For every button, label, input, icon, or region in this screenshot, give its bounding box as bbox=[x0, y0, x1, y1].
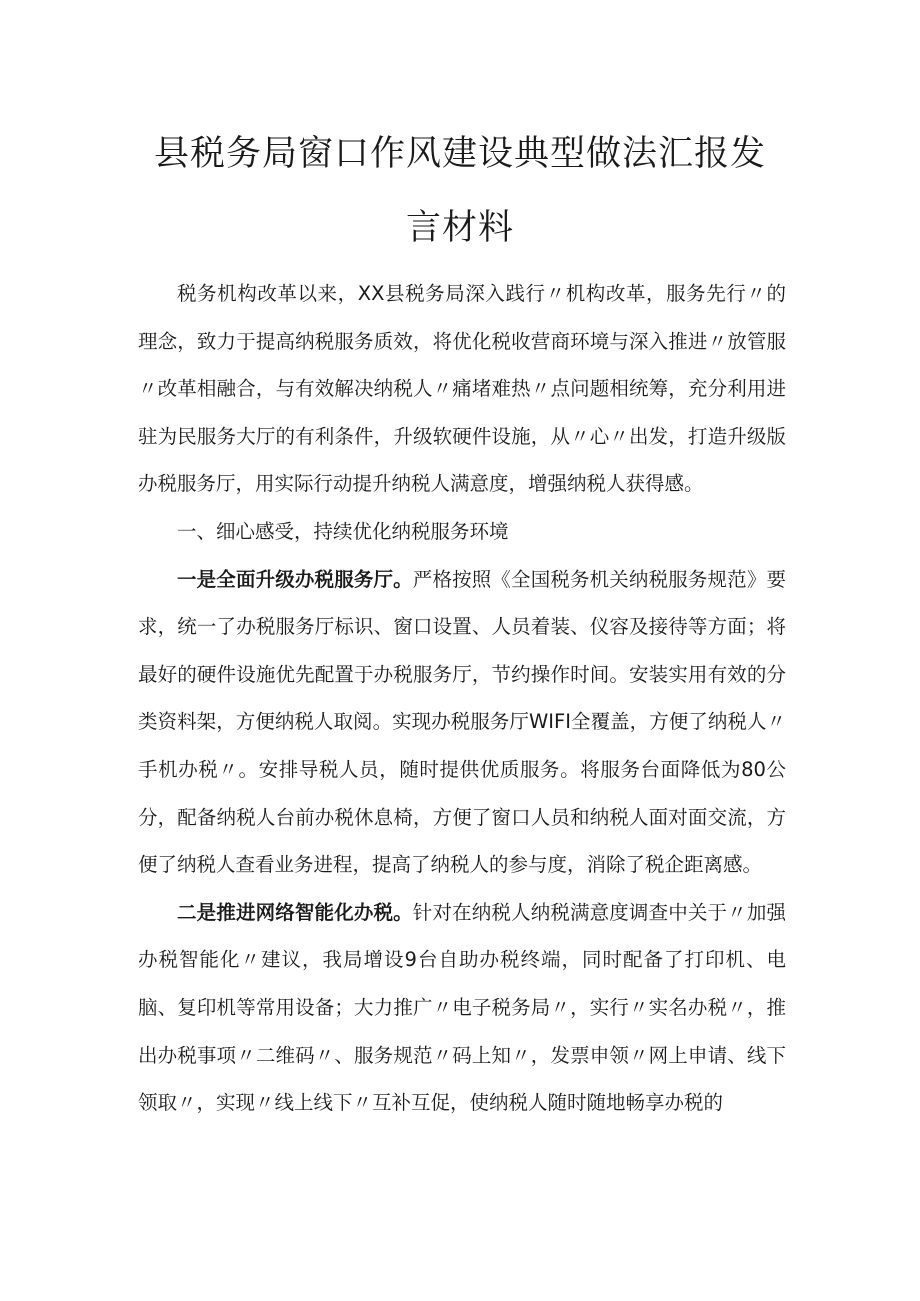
intro-paragraph bbox=[138, 270, 786, 508]
document-body bbox=[138, 270, 786, 1127]
intro-paragraph-text: 税务机构改革以来，XX县税务局深入践行〃机构改革，服务先行〃的理念，致力于提高纳税服务质效，将优化税收营商环境与深入推进〃放管服〃改革相融合，与有效解决纳税人〃痛堵难热〃点问题相统筹，充分利用进驻为民服务大厅的有利条件，升级软硬件设施，从〃心〃出发，打造升级版办税服务厅，用实际行动提升纳税人满意度，增强纳税人获得感。 bbox=[138, 282, 786, 496]
section-heading-1 bbox=[138, 508, 786, 556]
paragraph-smart-tax-lead: 二是推进网络智能化办税。 bbox=[177, 900, 413, 924]
section-heading-1-text: 一、细心感受，持续优化纳税服务环境 bbox=[177, 519, 509, 543]
document-title-line-1: 县税务局窗口作风建设典型做法汇报发 bbox=[153, 134, 766, 174]
document-title-line-2: 言材料 bbox=[405, 208, 514, 248]
paragraph-smart-tax bbox=[138, 889, 786, 1127]
paragraph-hall-upgrade-text: 严格按照《全国税务机关纳税服务规范》要求，统一了办税服务厅标识、窗口设置、人员着装、仪容及接待等方面；将最好的硬件设施优先配置于办税服务厅，节约操作时间。安装实用有效的分类资料架，方便纳税人取阅。实现办税服务厅WIFI全覆盖，方便了纳税人〃手机办税〃。安排导税人员，随时提供优质服务。将服务台面降低为80公分，配备纳税人台前办税休息椅，方便了窗口人员和纳税人面对面交流，方便了纳税人查看业务进程，提高了纳税人的参与度，消除了税企距离感。 bbox=[138, 567, 786, 877]
paragraph-hall-upgrade-lead: 一是全面升级办税服务厅。 bbox=[177, 567, 413, 591]
paragraph-hall-upgrade bbox=[138, 556, 786, 889]
paragraph-smart-tax-text: 针对在纳税人纳税满意度调查中关于〃加强办税智能化〃建议，我局增设9台自助办税终端，同时配备了打印机、电脑、复印机等常用设备；大力推广〃电子税务局〃，实行〃实名办税〃，推出办税事项〃二维码〃、服务规范〃码上知〃，发票申领〃网上申请、线下领取〃，实现〃线上线下〃互补互促，使纳税人随时随地畅享办税的 bbox=[138, 900, 786, 1115]
